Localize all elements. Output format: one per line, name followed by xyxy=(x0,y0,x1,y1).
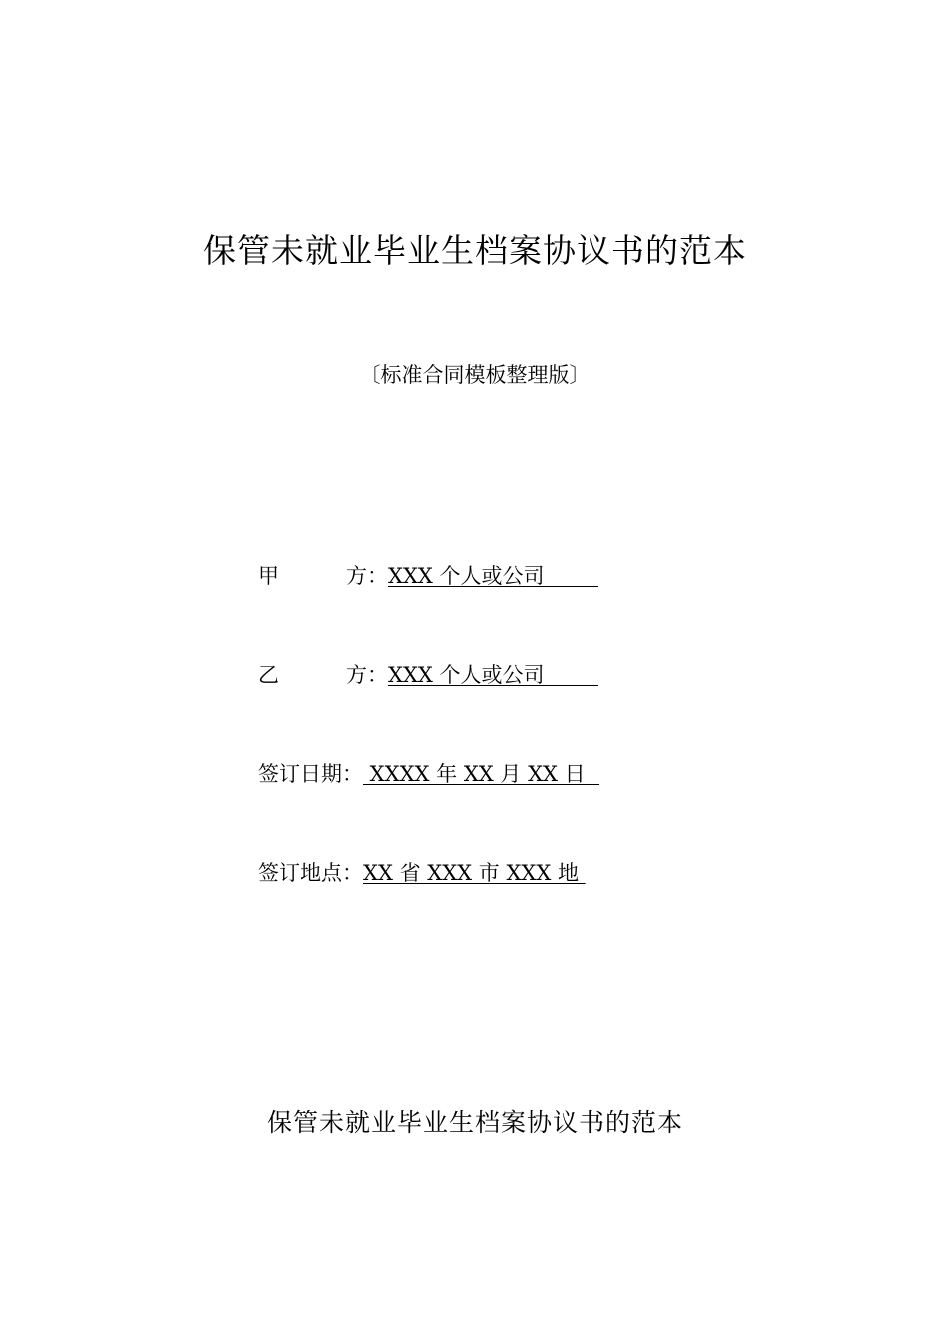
sign-place-row xyxy=(258,856,586,890)
party-b-value: XXX 个人或公司 xyxy=(388,663,598,687)
party-b-row xyxy=(258,658,598,692)
document-subtitle: 〔标准合同模板整理版〕 xyxy=(359,363,591,387)
sign-place-label: 签订地点： xyxy=(258,861,363,885)
document-title: 保管未就业毕业生档案协议书的范本 xyxy=(203,231,747,270)
sign-date-value: XXXX 年 XX 月 XX 日 xyxy=(363,762,600,786)
sign-place-value: XX 省 XXX 市 XXX 地 xyxy=(363,861,586,885)
party-b-label-char2: 方： xyxy=(346,663,388,687)
party-a-label xyxy=(258,559,388,593)
sign-date-row xyxy=(258,757,599,791)
party-a-value: XXX 个人或公司 xyxy=(388,564,598,588)
party-b-label xyxy=(258,658,388,692)
party-a-label-char2: 方： xyxy=(346,564,388,588)
party-a-label-char1: 甲 xyxy=(258,564,279,588)
party-a-row xyxy=(258,559,598,593)
sign-date-label: 签订日期： xyxy=(258,762,363,786)
footer-title: 保管未就业毕业生档案协议书的范本 xyxy=(266,1108,683,1137)
party-b-label-char1: 乙 xyxy=(258,663,279,687)
